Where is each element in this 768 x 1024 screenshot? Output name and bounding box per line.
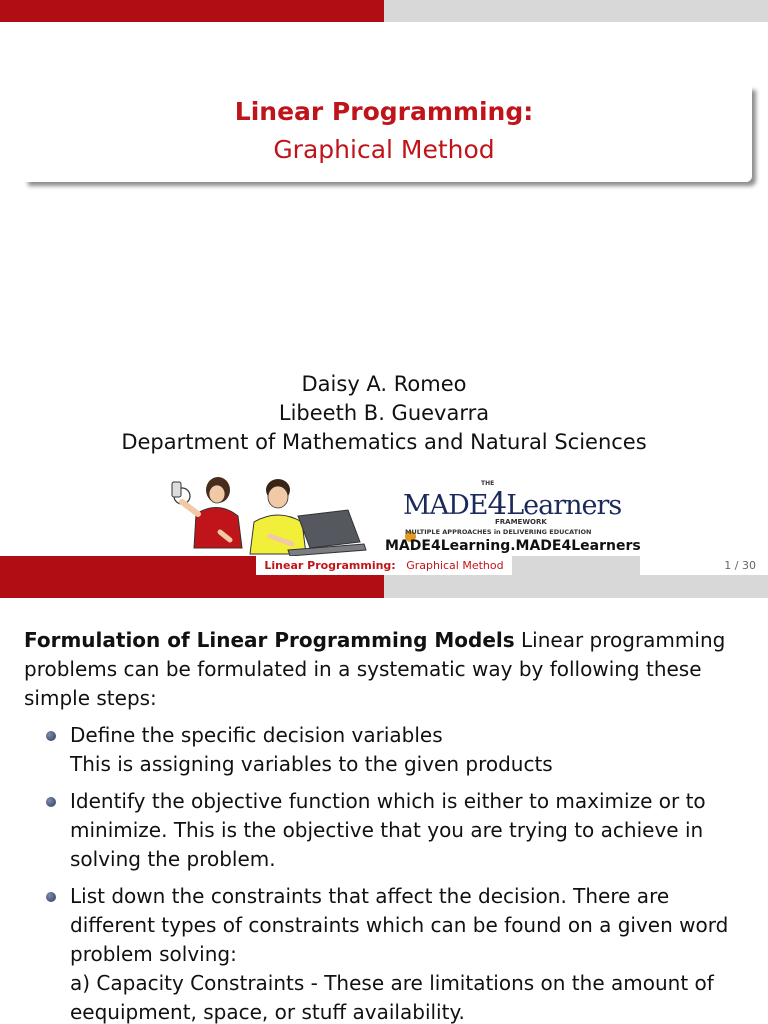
footer-title-bold: Linear Programming: xyxy=(264,559,396,572)
logo-the: THE xyxy=(481,480,495,487)
slide-body xyxy=(24,626,754,1024)
step-3-detail: a) Capacity Constraints - These are limitations on the amount of eequipment, space, or stuff availability. xyxy=(70,971,714,1024)
intro-text: Linear programming problems can be formulated in a systematic way by following these simple steps: xyxy=(24,628,726,710)
header-bar-right xyxy=(384,0,768,22)
step-1-detail: This is assigning variables to the given products xyxy=(70,752,553,776)
list-item xyxy=(24,882,754,1024)
students-illustration xyxy=(160,470,370,558)
list-item xyxy=(24,721,754,779)
slide-subtitle: Graphical Method xyxy=(273,135,495,164)
footer-title xyxy=(256,556,512,575)
logo-framework: FRAMEWORK xyxy=(495,518,547,526)
list-item xyxy=(24,787,754,874)
logo-title-four: 4 xyxy=(487,486,507,522)
made4learners-logo xyxy=(160,470,641,558)
made4learners-brand xyxy=(385,476,641,558)
header-bar-left xyxy=(0,0,384,22)
content-slide xyxy=(0,598,768,1024)
footer-title-rest: Graphical Method xyxy=(406,559,504,572)
bullet-icon xyxy=(46,892,56,902)
author-name-1: Daisy A. Romeo xyxy=(301,372,467,396)
section-heading: Formulation of Linear Programming Models xyxy=(24,628,515,652)
logo-title-made: MADE xyxy=(403,490,488,521)
step-2-text: Identify the objective function which is either to maximize or to minimize. This is the objective that you are trying to achieve in solving the problem. xyxy=(70,789,706,871)
intro-paragraph xyxy=(24,626,754,713)
step-1-text: Define the specific decision variables xyxy=(70,723,443,747)
bullet-icon xyxy=(46,797,56,807)
logo-tagline: MULTIPLE APPROACHES in DELIVERING EDUCATION xyxy=(405,528,592,536)
author-department: Department of Mathematics and Natural Sciences xyxy=(121,430,647,454)
logo-title-learners: Learners xyxy=(506,490,622,521)
slide-title: Linear Programming: xyxy=(234,97,534,126)
author-name-2: Libeeth B. Guevarra xyxy=(278,401,490,425)
step-3-text: List down the constraints that affect the decision. There are different types of constraints which can be found on a given word problem solving: xyxy=(70,884,729,966)
page-number: 1 / 30 xyxy=(640,556,768,575)
logo-url: MADE4Learning.MADE4Learners xyxy=(385,538,641,554)
steps-list xyxy=(24,721,754,1024)
bullet-icon xyxy=(46,731,56,741)
